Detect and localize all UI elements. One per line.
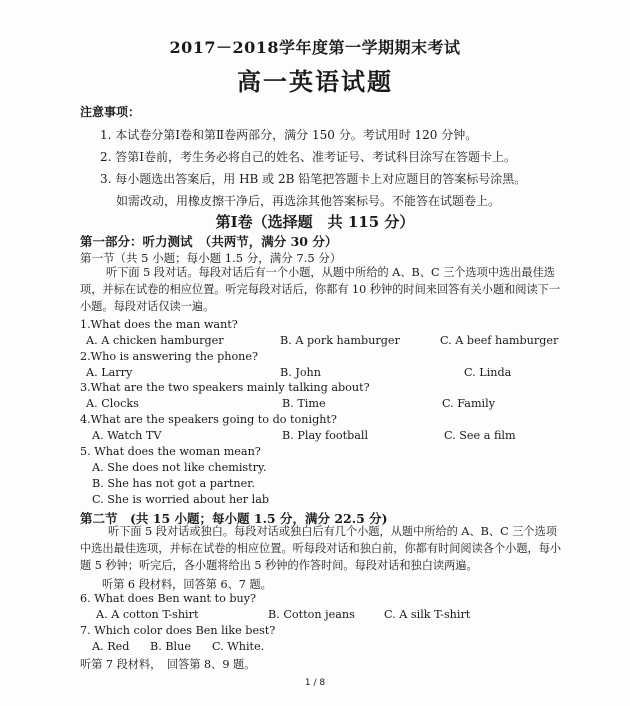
question-5-stem: 5. What does the woman mean? [80, 445, 261, 458]
question-6-option-c: C. A silk T-shirt [384, 608, 471, 621]
question-4-option-a: A. Watch TV [92, 429, 162, 442]
section1-heading: 第一节（共 5 小题；每小题 1.5 分，满分 7.5 分） [80, 251, 342, 265]
question-7-option-a: A. Red [92, 640, 130, 653]
question-4-stem: 4.What are the speakers going to do tonight? [80, 413, 337, 426]
question-3-stem: 3.What are the two speakers mainly talking about? [80, 381, 370, 394]
main-title: 高一英语试题 [237, 67, 393, 96]
notes-heading: 注意事项： [80, 105, 141, 119]
question-3-option-c: C. Family [442, 397, 496, 410]
question-6-stem: 6. What does Ben want to buy? [80, 592, 257, 605]
question-2-option-b: B. John [280, 366, 321, 379]
section2-directions-line-3: 题 5 秒钟；听完后，各小题将给出 5 秒钟的作答时间。每段对话和独白读两遍。 [80, 559, 478, 572]
question-3-option-a: A. Clocks [86, 397, 139, 410]
question-5-option-c: C. She is worried about her lab [92, 493, 270, 506]
listen-material-6: 听第 6 段材料，回答第 6、7 题。 [102, 578, 272, 591]
page-number: 1 / 8 [304, 678, 326, 688]
question-6-option-b: B. Cotton jeans [268, 608, 355, 621]
question-4-option-b: B. Play football [282, 429, 369, 442]
section2-heading: 第二节 (共 15 小题；每小题 1.5 分，满分 22.5 分) [80, 511, 388, 526]
section1-directions-line-1: 听下面 5 段对话。每段对话后有一个小题，从题中所给的 A、B、C 三个选项中选出最佳选 [106, 266, 555, 279]
question-1-option-b: B. A pork hamburger [280, 334, 400, 347]
question-7-stem: 7. Which color does Ben like best? [80, 624, 276, 637]
note-item-2: 2. 答第Ⅰ卷前，考生务必将自己的姓名、准考证号、考试科目涂写在答题卡上。 [100, 150, 517, 164]
question-2-option-c: C. Linda [464, 366, 512, 379]
question-3-option-b: B. Time [282, 397, 326, 410]
part1-heading: 第一部分：听力测试 （共两节，满分 30 分） [80, 234, 338, 249]
question-1-stem: 1.What does the man want? [80, 318, 238, 331]
question-5-option-b: B. She has not got a partner. [92, 477, 255, 490]
section1-directions-line-2: 项，并标在试卷的相应位置。听完每段对话后，你都有 10 秒钟的时间来回答有关小题和阅读下一 [80, 283, 561, 296]
section2-directions-line-1: 听下面 5 段对话或独白。每段对话或独白后有几个小题，从题中所给的 A、B、C 三个选项 [108, 525, 557, 538]
question-5-option-a: A. She does not like chemistry. [92, 461, 267, 474]
section2-directions-line-2: 中选出最佳选项，并标在试卷的相应位置。听每段对话和独白前，你都有时间阅读各个小题，每小 [80, 542, 562, 555]
question-6-option-a: A. A cotton T-shirt [96, 608, 199, 621]
question-4-option-c: C. See a film [444, 429, 516, 442]
exam-title: 2017－2018学年度第一学期期末考试 [169, 38, 461, 57]
note-item-1: 1. 本试卷分第Ⅰ卷和第Ⅱ卷两部分，满分 150 分。考试用时 120 分钟。 [100, 128, 478, 142]
note-item-4: 如需改动，用橡皮擦干净后，再选涂其他答案标号。不能答在试题卷上。 [116, 194, 501, 208]
volume-title: 第Ⅰ卷（选择题 共 115 分） [215, 213, 415, 231]
listen-material-7: 听第 7 段材料， 回答第 8、9 题。 [80, 658, 256, 671]
question-7-option-b: B. Blue [150, 640, 191, 653]
question-2-stem: 2.Who is answering the phone? [80, 350, 259, 363]
question-7-option-c: C. White. [212, 640, 265, 653]
section1-directions-line-3: 小题。每段对话仅读一遍。 [80, 300, 215, 313]
question-2-option-a: A. Larry [86, 366, 133, 379]
note-item-3: 3. 每小题选出答案后，用 HB 或 2B 铅笔把答题卡上对应题目的答案标号涂黑。 [100, 172, 527, 186]
question-1-option-a: A. A chicken hamburger [86, 334, 224, 347]
question-1-option-c: C. A beef hamburger [440, 334, 559, 347]
